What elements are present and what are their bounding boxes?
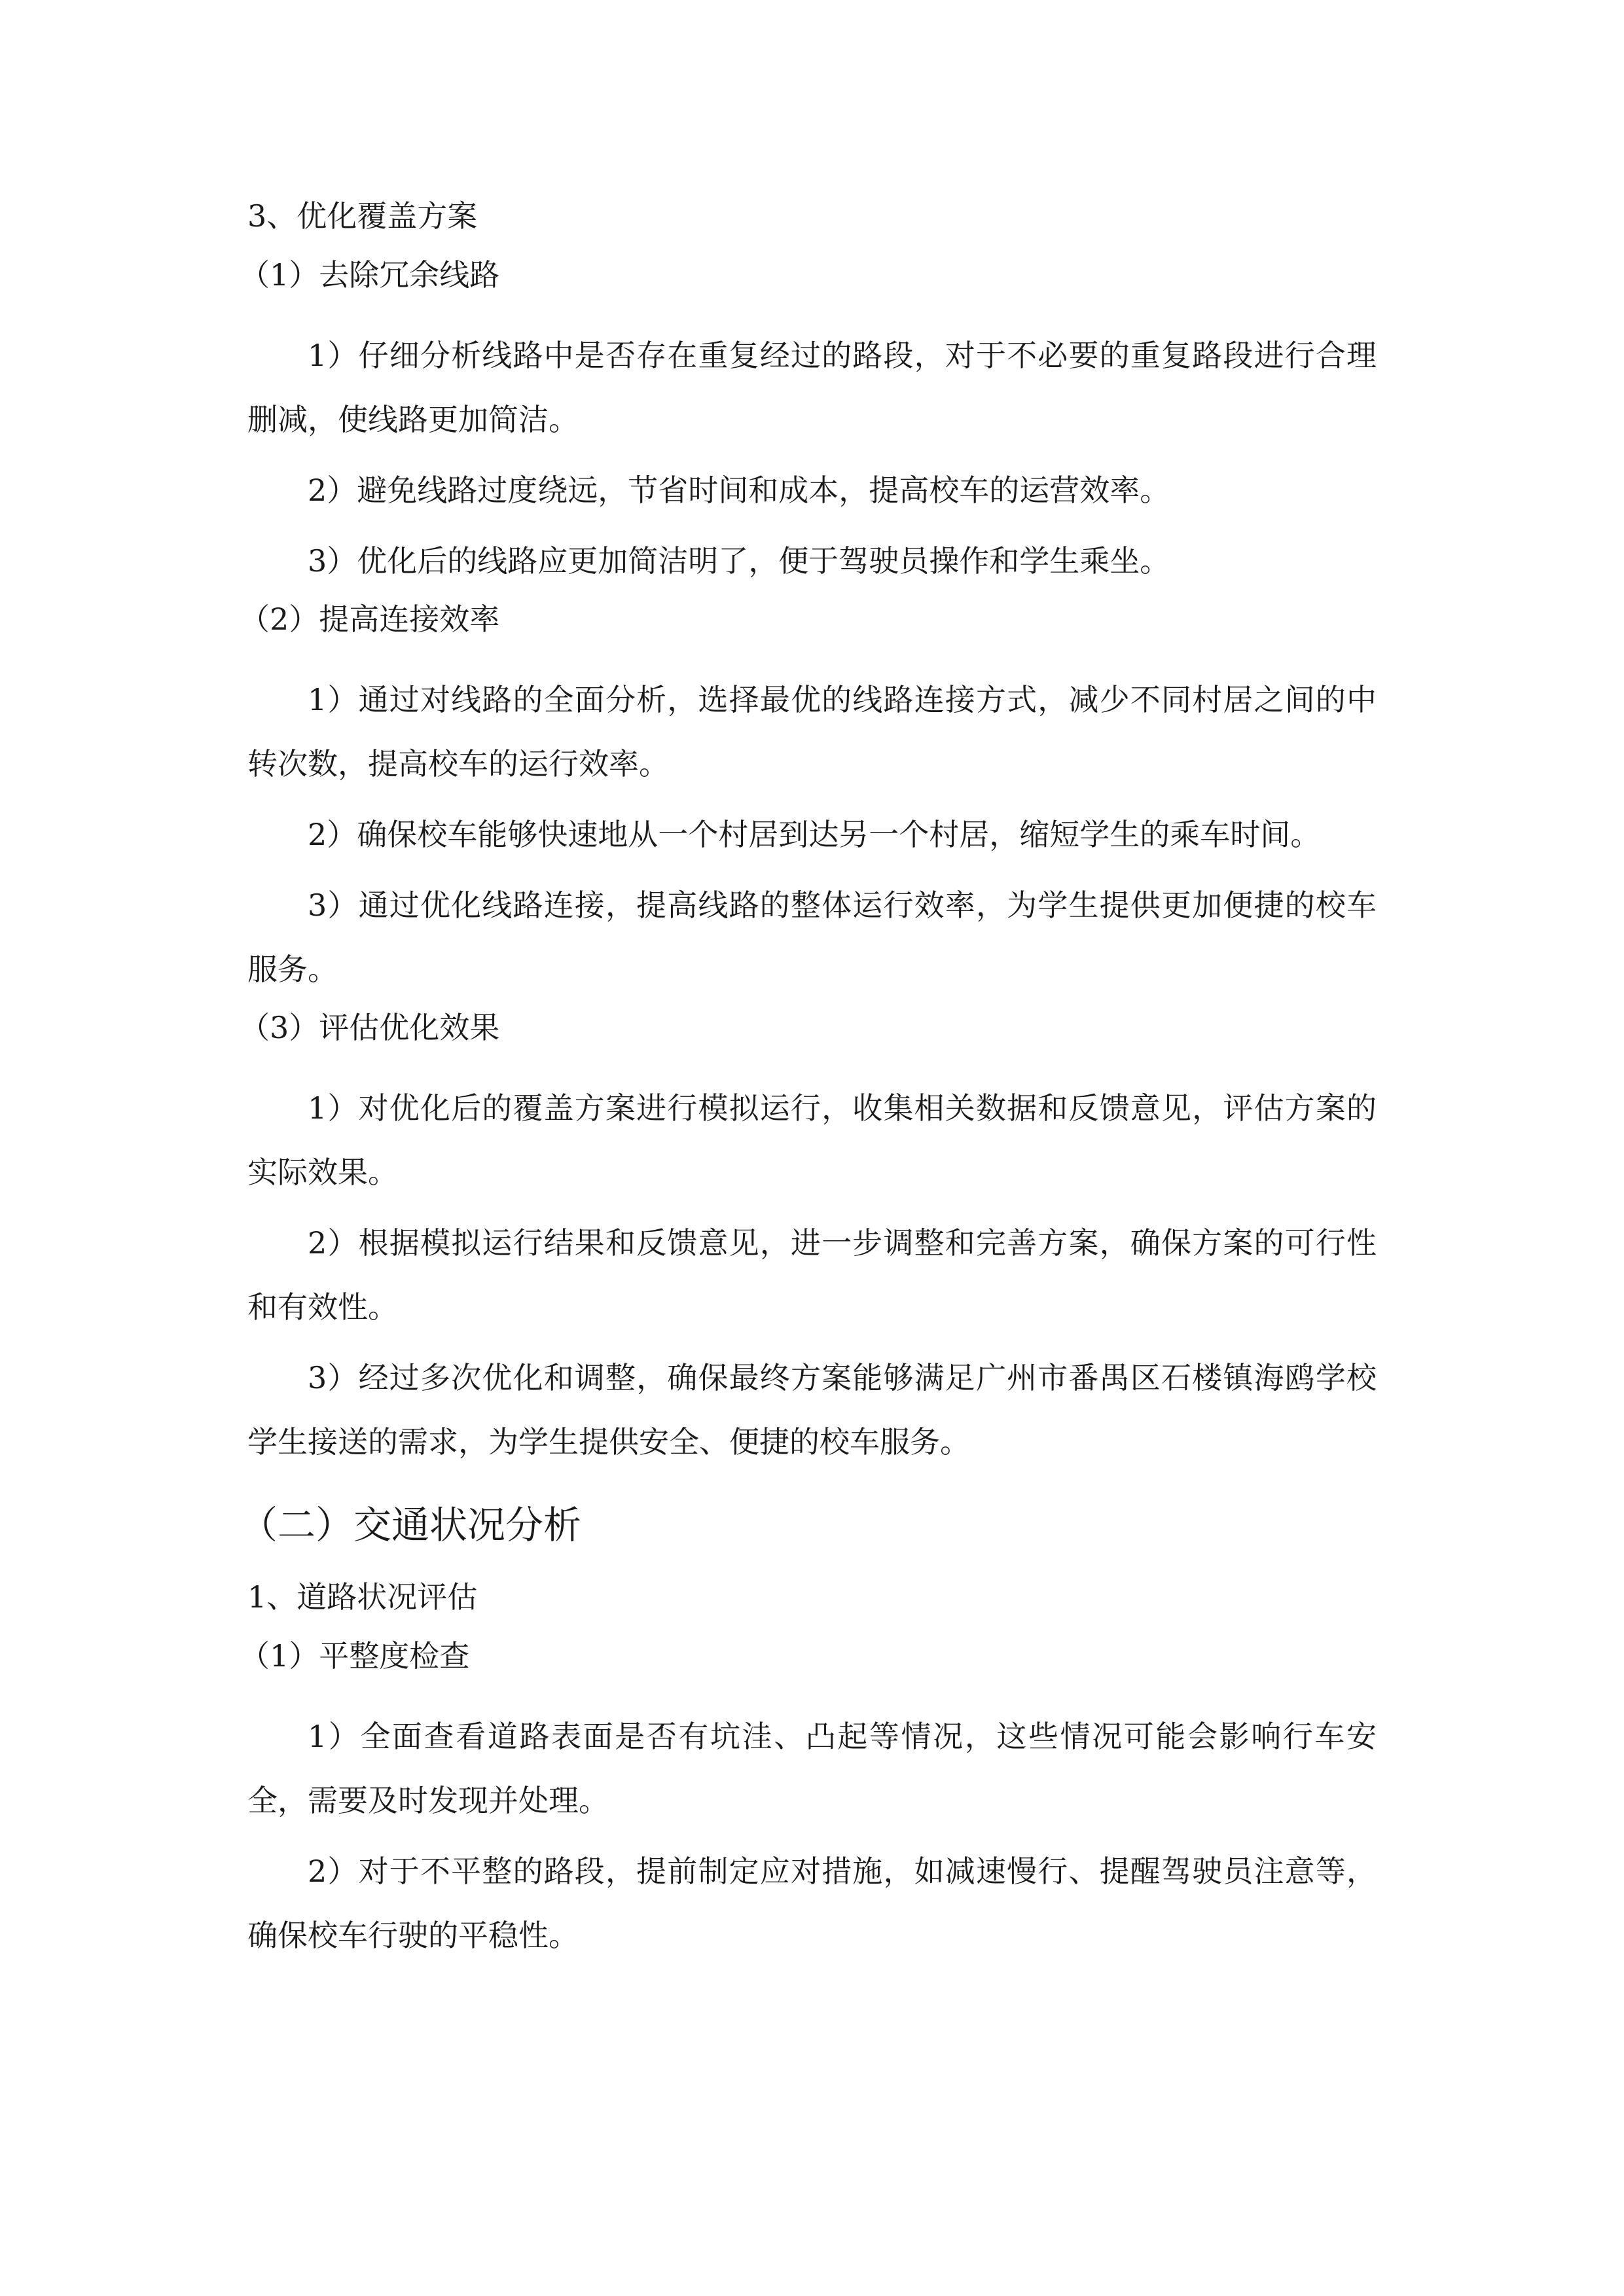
- paragraph: 3）通过优化线路连接，提高线路的整体运行效率，为学生提供更加便捷的校车服务。: [247, 888, 1377, 987]
- paragraph: 2）对于不平整的路段，提前制定应对措施，如减速慢行、提醒驾驶员注意等，确保校车行驶的平稳性。: [247, 1854, 1377, 1953]
- chapter-heading-traffic-analysis: （二）交通状况分析: [240, 1503, 582, 1547]
- paragraph: 1）全面查看道路表面是否有坑洼、凸起等情况，这些情况可能会影响行车安全，需要及时发现并处理。: [247, 1719, 1377, 1818]
- paragraph: 1）通过对线路的全面分析，选择最优的线路连接方式，减少不同村居之间的中转次数，提高校车的运行效率。: [247, 682, 1377, 781]
- paragraph: 2）避免线路过度绕远，节省时间和成本，提高校车的运营效率。: [308, 473, 1170, 508]
- subsection-heading-evaluate-optimization: （3）评估优化效果: [240, 1010, 500, 1045]
- paragraph: 1）对优化后的覆盖方案进行模拟运行，收集相关数据和反馈意见，评估方案的实际效果。: [247, 1090, 1377, 1190]
- document-body: [240, 196, 1377, 1974]
- subsection-heading-improve-connection-efficiency: （2）提高连接效率: [240, 601, 500, 637]
- section-heading-optimize-coverage: 3、优化覆盖方案: [247, 198, 478, 234]
- paragraph: 2）根据模拟运行结果和反馈意见，进一步调整和完善方案，确保方案的可行性和有效性。: [247, 1225, 1377, 1325]
- paragraph: 3）经过多次优化和调整，确保最终方案能够满足广州市番禺区石楼镇海鸥学校学生接送的需求，为学生提供安全、便捷的校车服务。: [247, 1360, 1377, 1460]
- subsection-heading-remove-redundant-routes: （1）去除冗余线路: [240, 257, 500, 293]
- section-heading-road-assessment: 1、道路状况评估: [247, 1579, 478, 1615]
- paragraph: 1）仔细分析线路中是否存在重复经过的路段，对于不必要的重复路段进行合理删减，使线路更加简洁。: [247, 338, 1377, 437]
- paragraph: 2）确保校车能够快速地从一个村居到达另一个村居，缩短学生的乘车时间。: [308, 817, 1321, 852]
- subsection-heading-flatness-check: （1）平整度检查: [240, 1638, 470, 1674]
- paragraph: 3）优化后的线路应更加简洁明了，便于驾驶员操作和学生乘坐。: [308, 543, 1170, 579]
